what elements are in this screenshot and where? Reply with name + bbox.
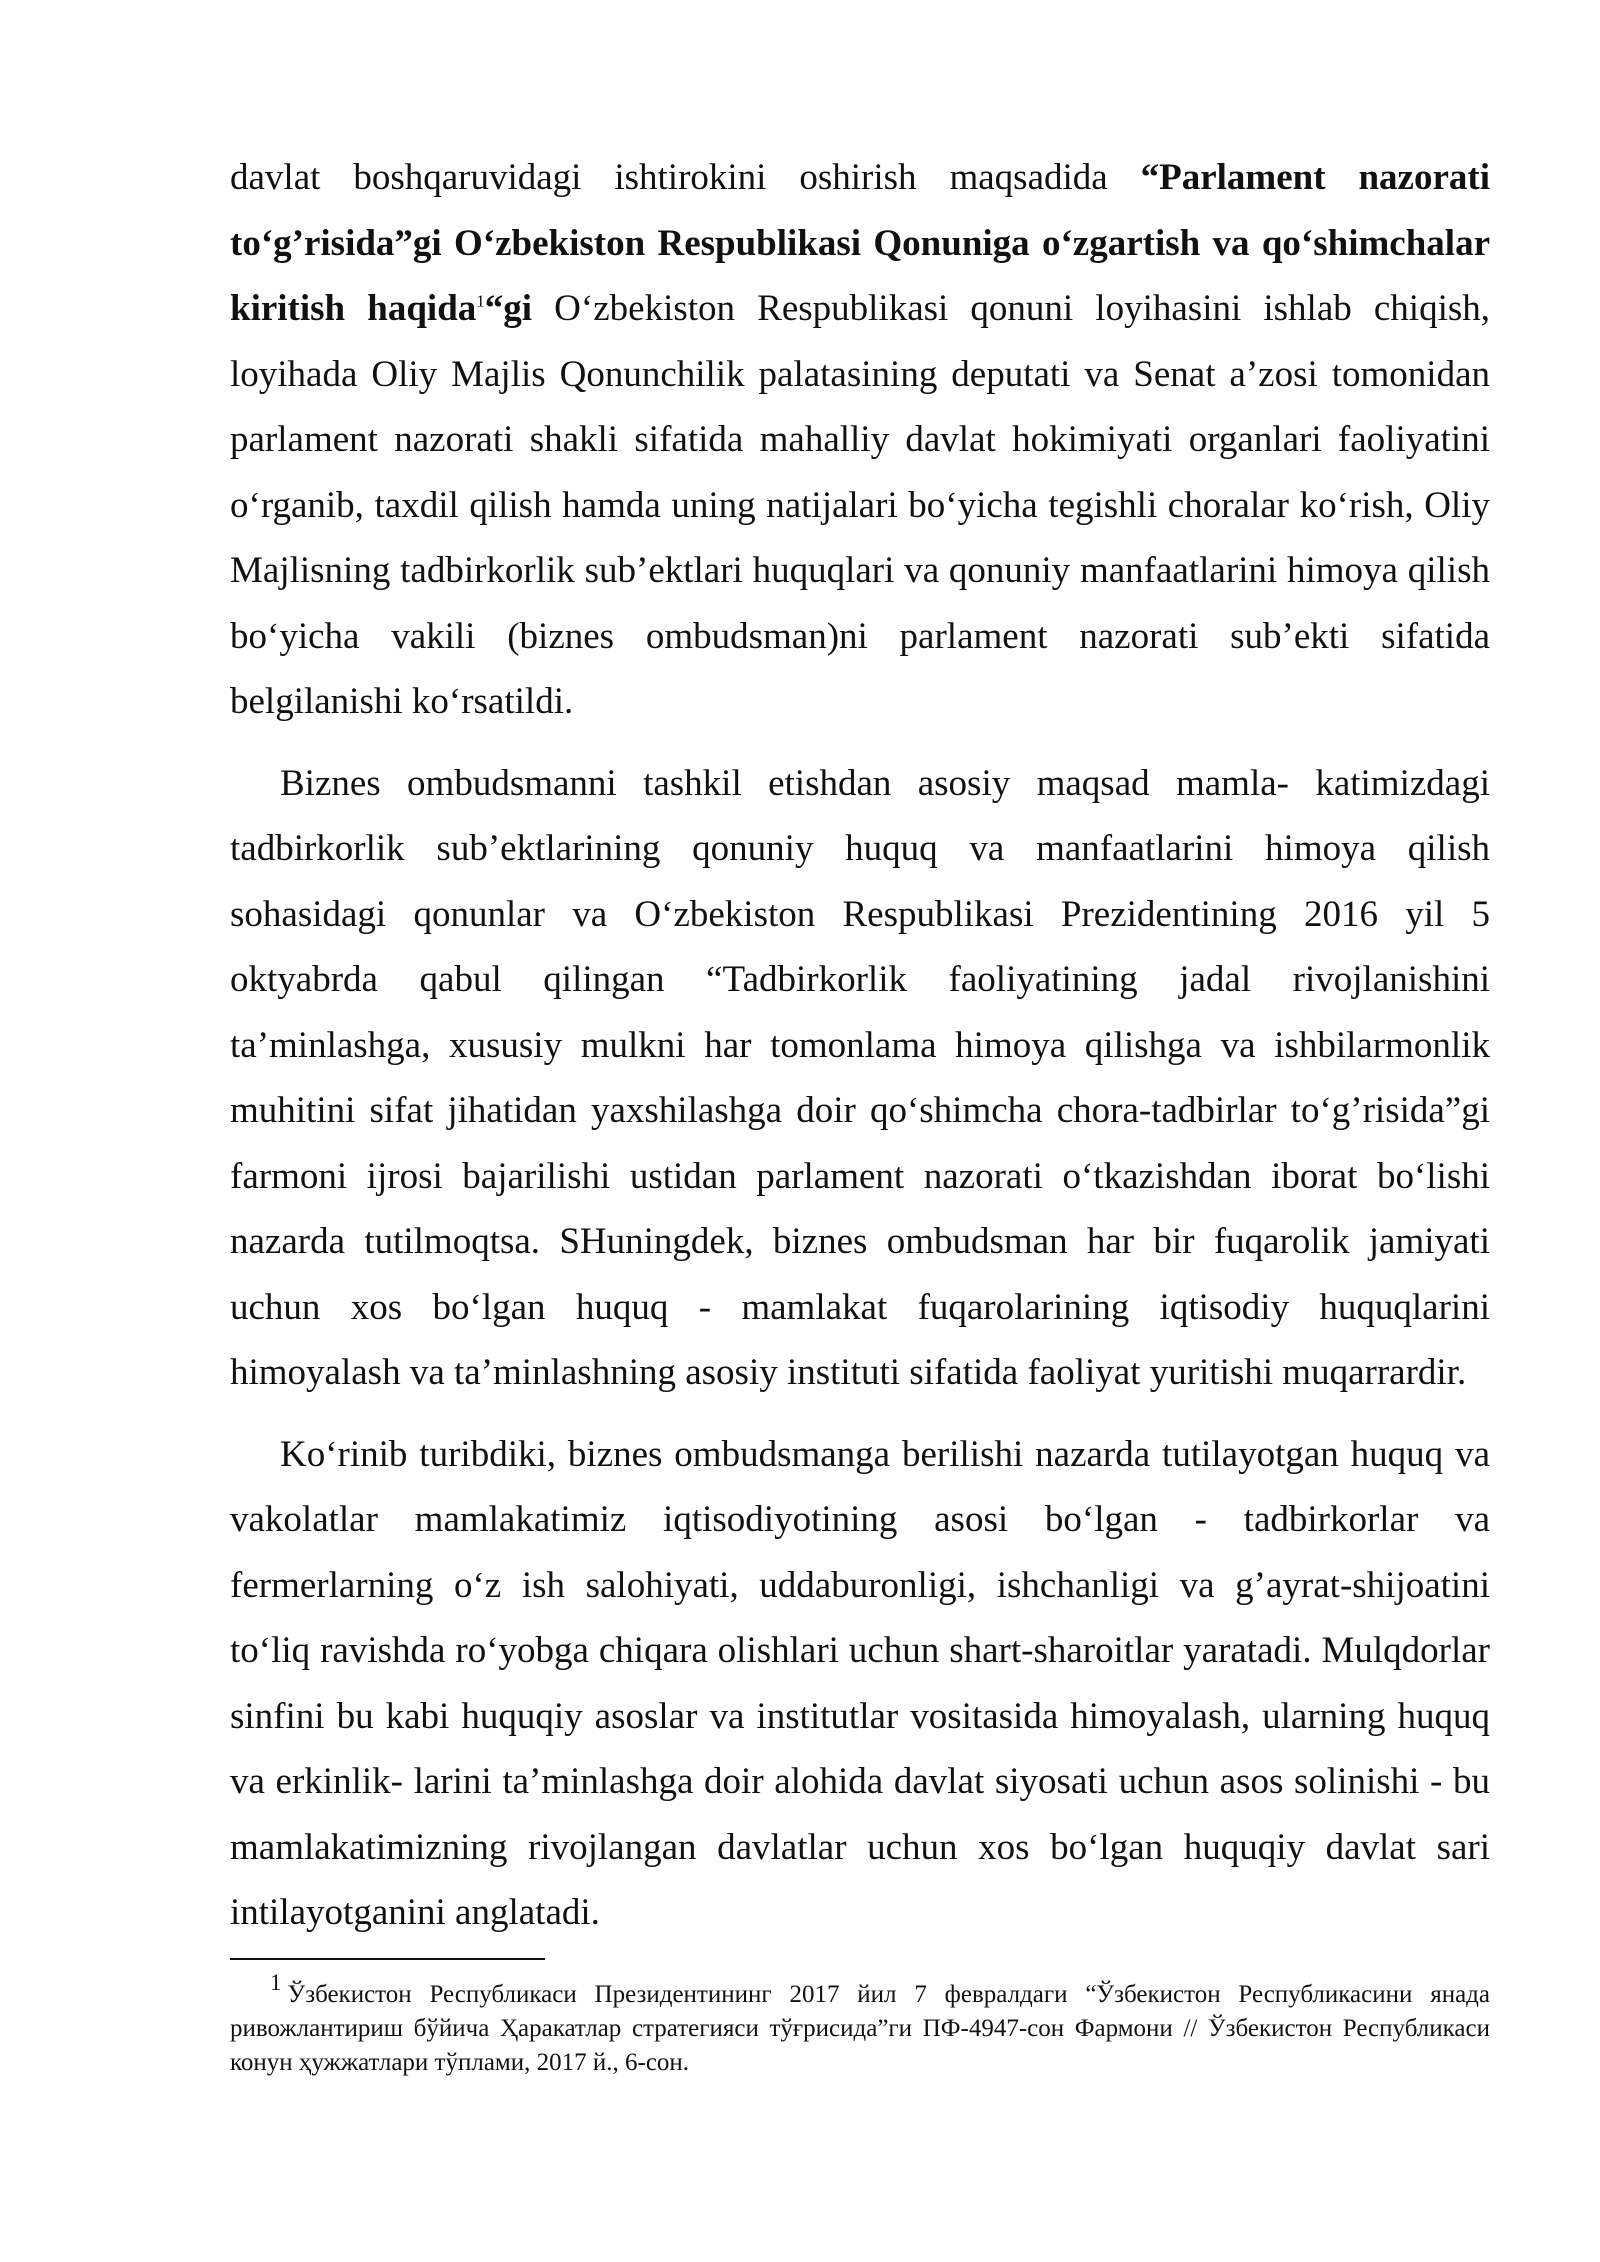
footnote-text: Ўзбекистон Республикаси Президентининг 2017 йил 7 февралдаги “Ўзбекистон Республикасини янада ривожлантириш бўйича Ҳаракатлар стратегияси тўғрисида”ги ПФ-4947-сон Фармони // Ўзбекистон Республикаси конун ҳужжатлари тўплами, 2017 й., 6-сон. — [230, 1980, 1490, 2076]
document-page — [230, 145, 1490, 2080]
paragraph-3: Ko‘rinib turibdiki, biznes ombudsmanga berilishi nazarda tutilayotgan huquq va vakolatlar mamlakatimiz iqtisodiyotining asosi bo‘lgan - tadbirkorlar va fermerlarning o‘z ish salohiyati, uddaburonligi, ishchanligi va g’ayrat-shijoatini to‘liq ravishda ro‘yobga chiqara olishlari uchun shart-sharoitlar yaratadi. Mulqdorlar sinfini bu kabi huquqiy asoslar va institutlar vositasida himoyalash, ularning huquq va erkinlik- larini ta’minlashga doir alohida davlat siyosati uchun asos solinishi - bu mamlakatimizning rivojlangan davlatlar uchun xos bo‘lgan huquqiy davlat sari intilayotganini anglatadi. — [230, 1433, 1490, 1933]
law-title-suffix-bold: “gi — [484, 288, 533, 329]
paragraph-1-text-end: O‘zbekiston Respublikasi qonuni loyihasini ishlab chiqish, loyihada Oliy Majlis Qonunchilik palatasining deputati va Senat a’zosi tomonidan parlament nazorati shakli sifatida mahalliy davlat hokimiyati organlari faoliyatini o‘rganib, taxdil qilish hamda uning natijalari bo‘yicha tegishli choralar ko‘rish, Oliy Majlisning tadbirkorlik sub’ektlari huquqlari va qonuniy manfaatlarini himoya qilish bo‘yicha vakili (biznes ombudsman)ni parlament nazorati sub’ekti sifatida belgilanishi ko‘rsatildi. — [230, 288, 1490, 722]
paragraph-1-text-start: davlat boshqaruvidagi ishtirokini oshirish maqsadida — [230, 157, 1141, 198]
footnote-number: 1 — [270, 1969, 282, 1995]
footnote-reference[interactable]: 1 — [476, 291, 485, 311]
footnote-separator — [230, 1958, 545, 1960]
paragraph-1 — [230, 145, 1490, 735]
paragraph-2: Biznes ombudsmanni tashkil etishdan asosiy maqsad mamla- katimizdagi tadbirkorlik sub’ektlarining qonuniy huquq va manfaatlarini himoya qilish sohasidagi qonunlar va O‘zbekiston Respublikasi Prezidentining 2016 yil 5 oktyabrda qabul qilingan “Tadbirkorlik faoliyatining jadal rivojlanishini ta’minlashga, xususiy mulkni har tomonlama himoya qilishga va ishbilarmonlik muhitini sifat jihatidan yaxshilashga doir qo‘shimcha chora-tadbirlar to‘g’risida”gi farmoni ijrosi bajarilishi ustidan parlament nazorati o‘tkazishdan iborat bo‘lishi nazarda tutilmoqtsa. SHuningdek, biznes ombudsman har bir fuqarolik jamiyati uchun xos bo‘lgan huquq - mamlakat fuqarolarining iqtisodiy huquqlarini himoyalash va ta’minlashning asosiy instituti sifatida faoliyat yuritishi muqarrardir. — [230, 762, 1490, 1393]
law-title-bold: “Parlament nazorati to‘g’risida”gi O‘zbekiston Respublikasi Qonuniga o‘zgartish va qo‘shimchalar kiritish haqida — [230, 157, 1490, 329]
footnote — [230, 1969, 1490, 2080]
